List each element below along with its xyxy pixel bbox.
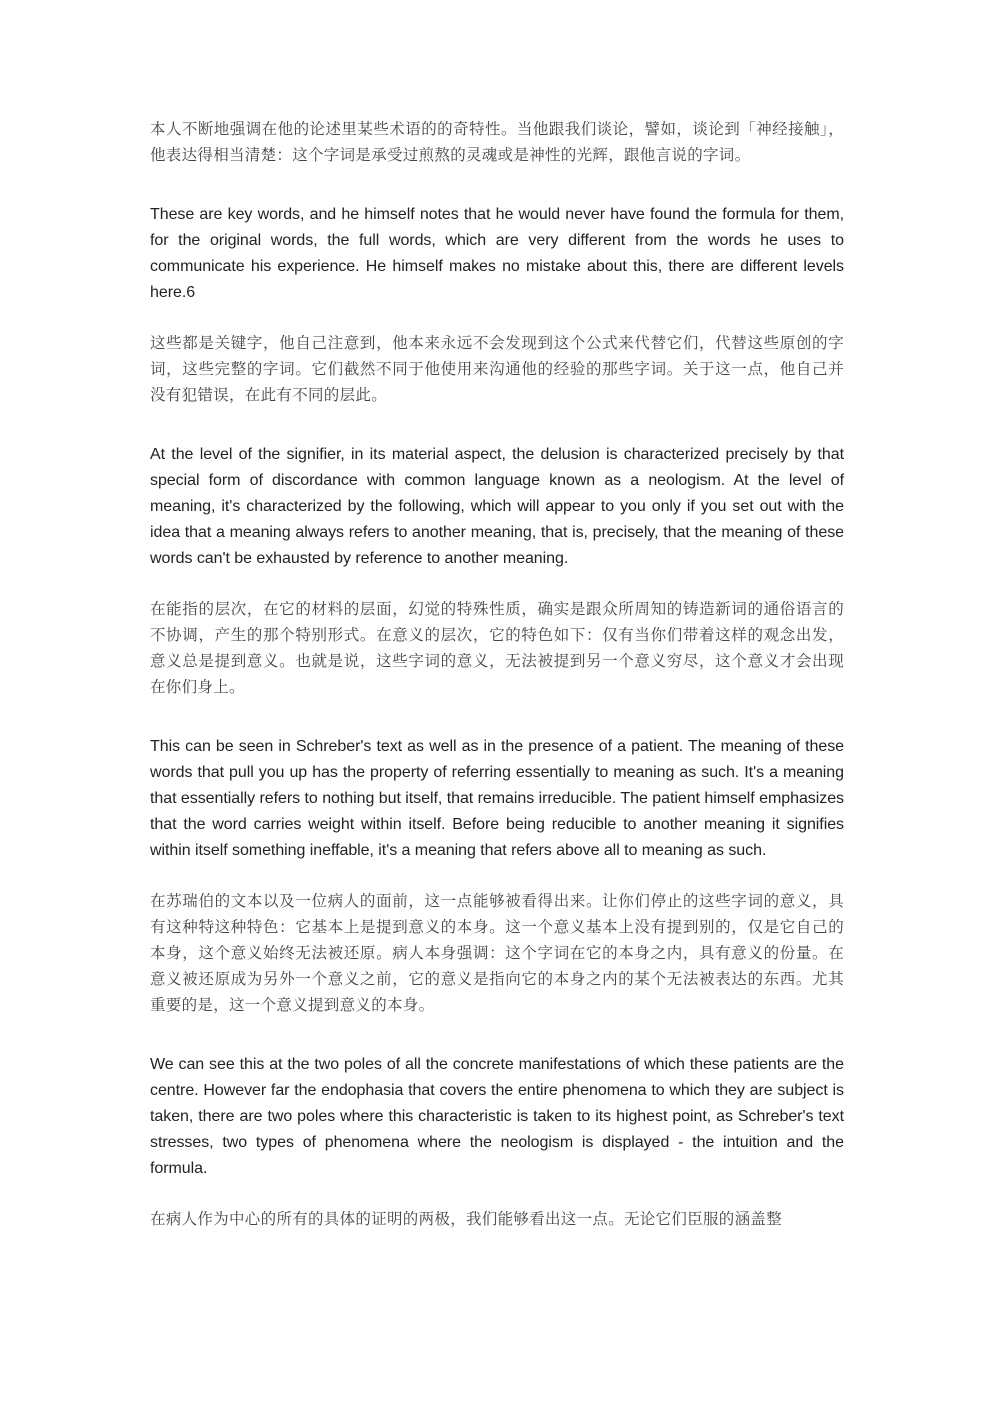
- paragraph-zh-3: 在能指的层次，在它的材料的层面，幻觉的特殊性质，确实是跟众所周知的铸造新词的通俗语言的不协调，产生的那个特别形式。在意义的层次，它的特色如下：仅有当你们带着这样的观念出发，意义总是提到意义。也就是说，这些字词的意义，无法被提到另一个意义穷尽，这个意义才会出现在你们身上。: [150, 600, 844, 696]
- document-page: [150, 116, 844, 1232]
- paragraph-en-3: This can be seen in Schreber's text as well as in the presence of a patient. The meaning of these words that pull you up has the property of referring essentially to meaning as such. It's a meaning that essentially refers to nothing but itself, that remains irreducible. The patient himself emphasizes that the word carries weight within itself. Before being reducible to another meaning it signifies within itself something ineffable, it's a meaning that refers above all to meaning as such.: [150, 738, 844, 859]
- paragraph-zh-5: 在病人作为中心的所有的具体的证明的两极，我们能够看出这一点。无论它们臣服的涵盖整: [150, 1210, 783, 1228]
- paragraph-en-1: These are key words, and he himself notes that he would never have found the formula for them, for the original words, the full words, which are very different from the words he uses to communicate his experience. He himself makes no mistake about this, there are different levels here.6: [150, 206, 844, 301]
- paragraph-zh-4: 在苏瑞伯的文本以及一位病人的面前，这一点能够被看得出来。让你们停止的这些字词的意义，具有这种特这种特色：它基本上是提到意义的本身。这一个意义基本上没有提到别的，仅是它自己的本身，这个意义始终无法被还原。病人本身强调：这个字词在它的本身之内，具有意义的份量。在意义被还原成为另外一个意义之前，它的意义是指向它的本身之内的某个无法被表达的东西。尤其重要的是，这一个意义提到意义的本身。: [150, 892, 844, 1014]
- paragraph-zh-2: 这些都是关键字，他自己注意到，他本来永远不会发现到这个公式来代替它们，代替这些原创的字词，这些完整的字词。它们截然不同于他使用来沟通他的经验的那些字词。关于这一点，他自己并没有犯错误，在此有不同的层此。: [150, 334, 844, 404]
- paragraph-zh-1: 本人不断地强调在他的论述里某些术语的的奇特性。当他跟我们谈论，譬如，谈论到「神经接触」，他表达得相当清楚：这个字词是承受过煎熬的灵魂或是神性的光辉，跟他言说的字词。: [150, 120, 844, 164]
- paragraph-en-4: We can see this at the two poles of all the concrete manifestations of which these patients are the centre. However far the endophasia that covers the entire phenomena to which they are subject is taken, there are two poles where this characteristic is taken to its highest point, as Schreber's text stresses, two types of phenomena where the neologism is displayed - the intuition and the formula.: [150, 1056, 844, 1177]
- paragraph-en-2: At the level of the signifier, in its material aspect, the delusion is characterized precisely by that special form of discordance with common language known as a neologism. At the level of meaning, it's characterized by the following, which will appear to you only if you set out with the idea that a meaning always refers to another meaning, that is, precisely, that the meaning of these words can't be exhausted by reference to another meaning.: [150, 446, 844, 567]
